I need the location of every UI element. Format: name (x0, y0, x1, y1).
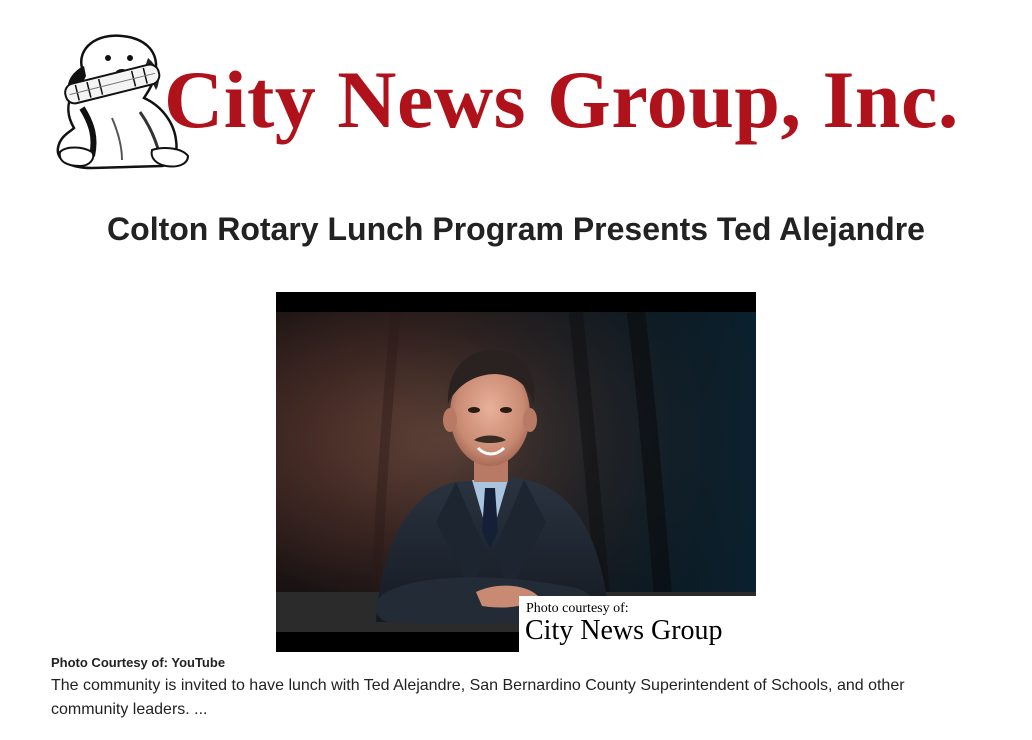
photo-watermark (519, 596, 756, 652)
site-logo-text[interactable]: City News Group, Inc. (164, 54, 959, 145)
article-photo[interactable] (276, 292, 756, 652)
photo-watermark-large: City News Group (525, 615, 723, 646)
article-summary: The community is invited to have lunch with Ted Alejandre, San Bernardino County Superintendent of Schools, and other community leaders. ... (51, 677, 905, 718)
article-title[interactable]: Colton Rotary Lunch Program Presents Ted Alejandre (107, 211, 925, 247)
photo-caption: Photo Courtesy of: YouTube (51, 655, 226, 670)
photo-watermark-small: Photo courtesy of: (526, 601, 629, 616)
site-masthead[interactable] (52, 28, 972, 174)
